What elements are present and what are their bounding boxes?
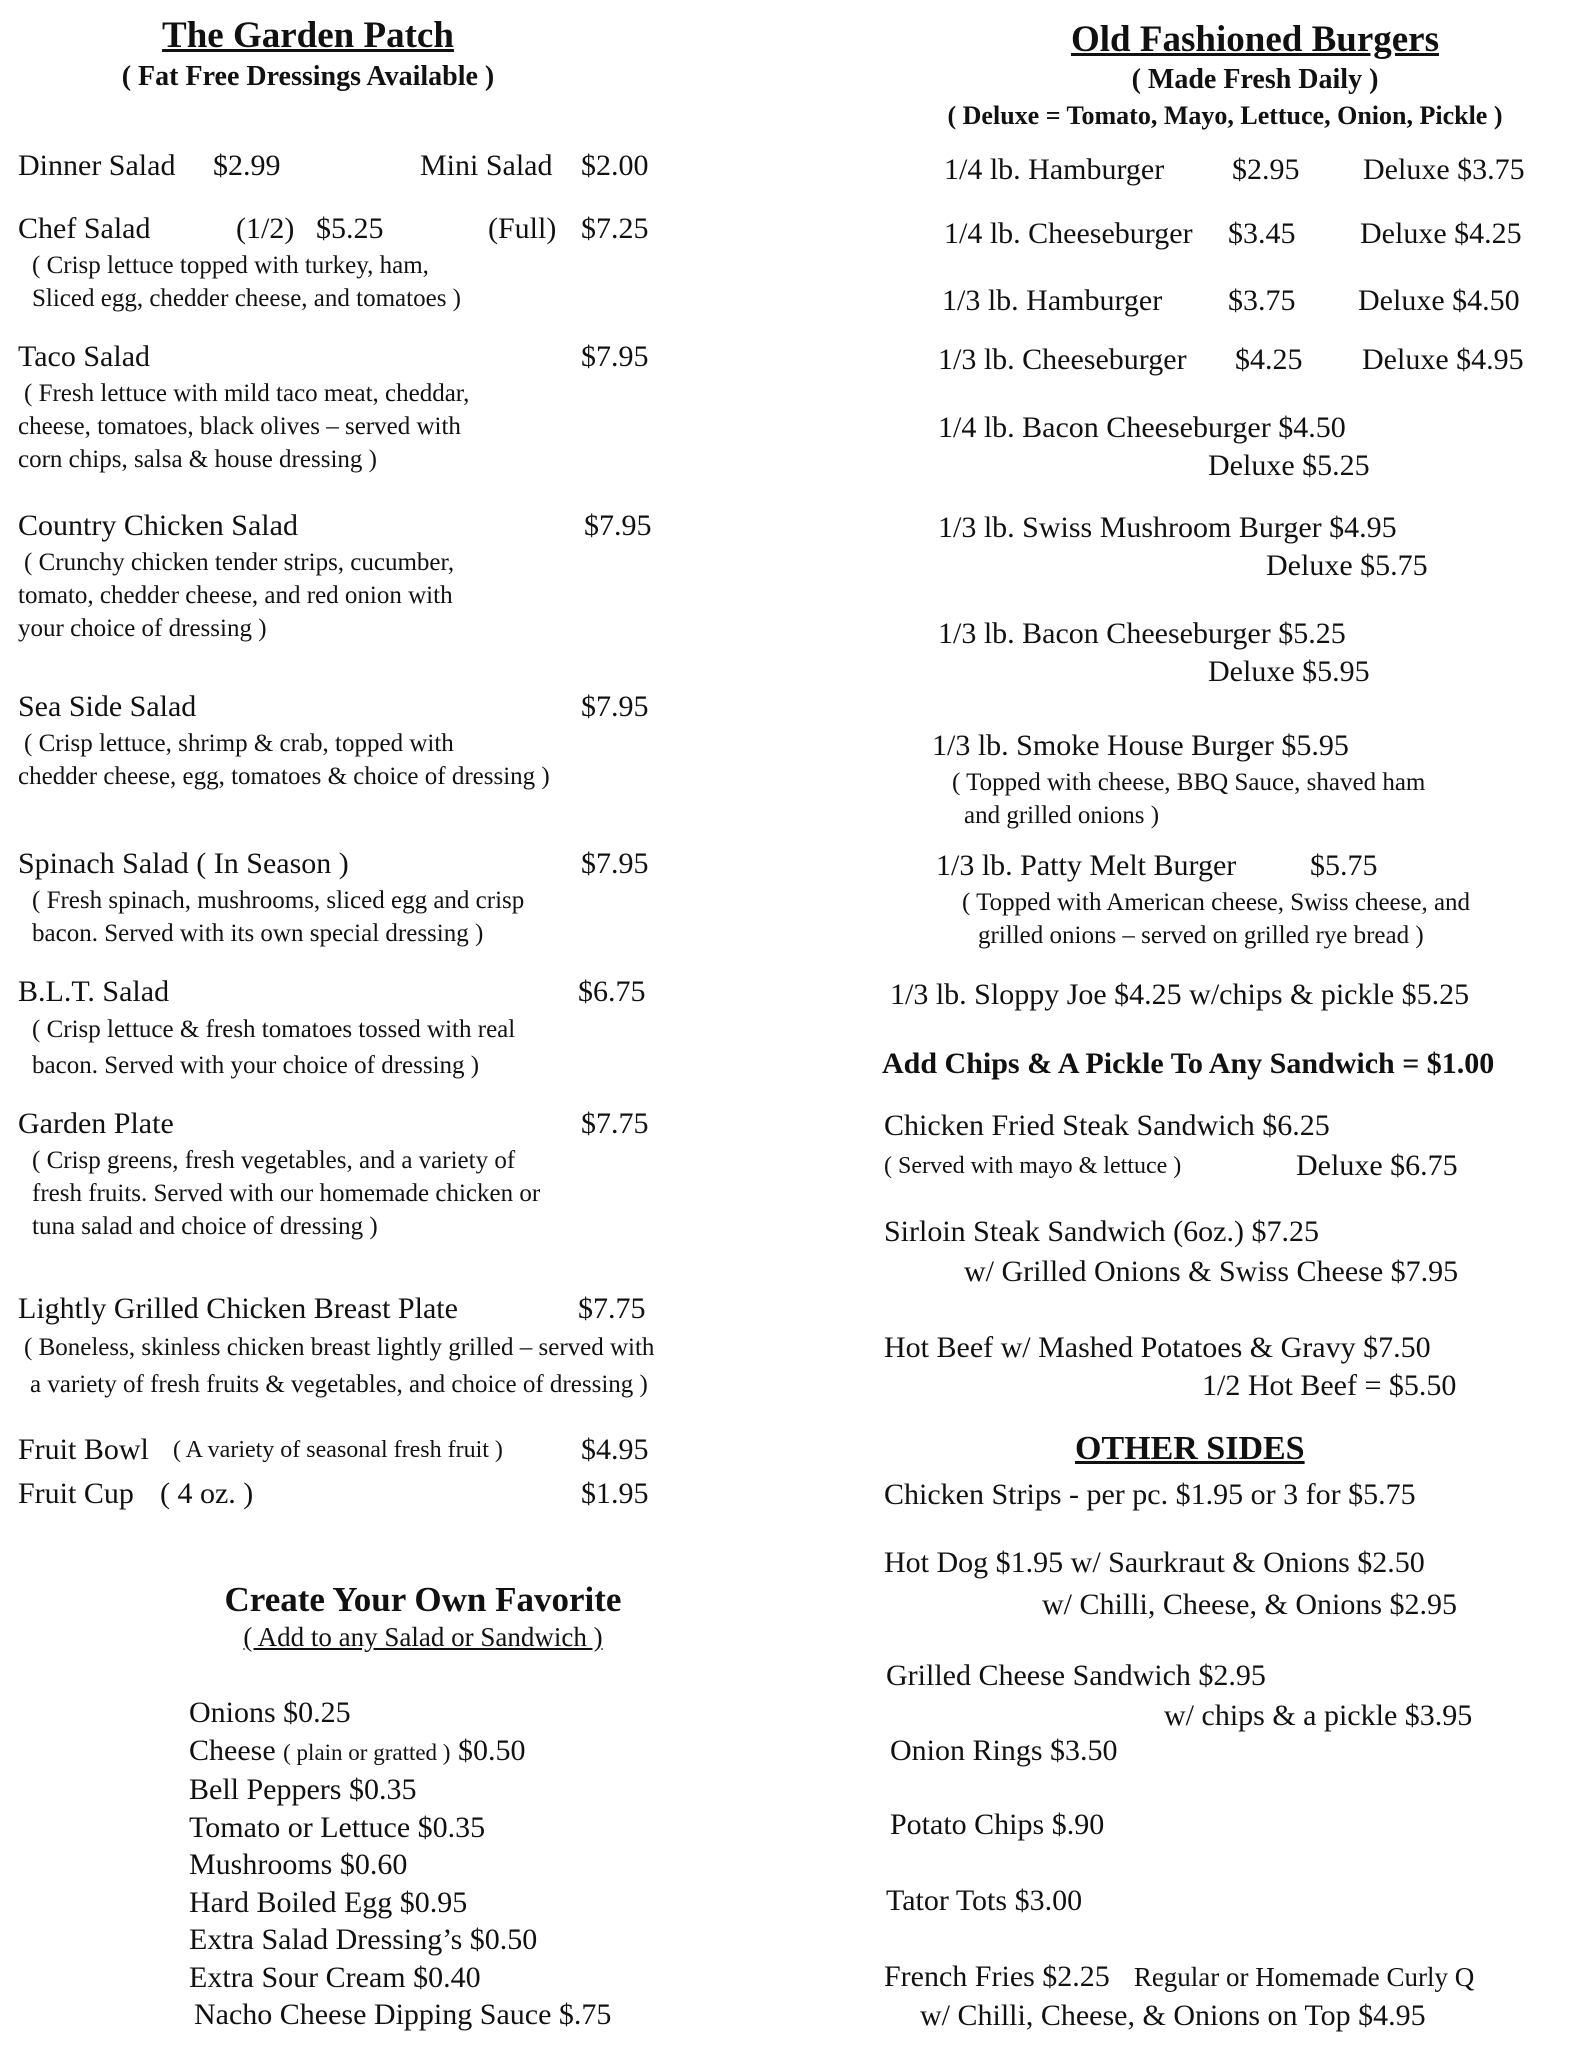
country-chicken-name: Country Chicken Salad [18,509,298,542]
addon-mushrooms: Mushrooms $0.60 [189,1848,408,1881]
taco-salad-desc-2: cheese, tomatoes, black olives – served with [18,413,461,440]
garden-plate-desc-3: tuna salad and choice of dressing ) [32,1213,378,1240]
chef-salad-full-price: $7.25 [581,212,649,245]
addon-onions: Onions $0.25 [189,1696,351,1729]
fruit-bowl [18,1430,718,1470]
fruit-cup [18,1474,718,1514]
garden-plate-desc-2: fresh fruits. Served with our homemade chicken or [32,1180,541,1207]
burgers-subtitle: ( Made Fresh Daily ) [1131,64,1379,95]
taco-salad-desc-1: ( Fresh lettuce with mild taco meat, cheddar, [24,380,470,407]
sea-side-price: $7.95 [581,690,649,723]
hot-dog: Hot Dog $1.95 w/ Saurkraut & Onions $2.50 w/ Chilli, Cheese, & Onions $2.95 [884,1546,1457,1621]
sloppy-joe: 1/3 lb. Sloppy Joe $4.25 w/chips & pickle $5.25 [890,978,1470,1011]
grilled-chicken-desc-1: ( Boneless, skinless chicken breast lightly grilled – served with [24,1334,655,1361]
blt-desc-1: ( Crisp lettuce & fresh tomatoes tossed with real [32,1016,516,1043]
spinach-name: Spinach Salad ( In Season ) [18,847,349,880]
burger-third-hamburger: 1/3 lb. Hamburger $3.75 Deluxe $4.50 [942,284,1520,317]
mini-salad-name: Mini Salad [420,149,553,182]
garden-plate-price: $7.75 [581,1107,649,1140]
addon-sour-cream: Extra Sour Cream $0.40 [189,1960,481,1994]
spinach-desc-2: bacon. Served with its own special dressing ) [32,920,484,947]
addon-cheese: Cheese ( plain or gratted ) $0.50 [189,1733,526,1767]
spinach-price: $7.95 [581,847,649,880]
dinner-salad-name: Dinner Salad [18,149,176,182]
addon-dressing: Extra Salad Dressing’s $0.50 [189,1923,538,1956]
country-chicken-price: $7.95 [584,509,652,542]
addon-egg: Hard Boiled Egg $0.95 [189,1885,468,1919]
spinach-desc-1: ( Fresh spinach, mushrooms, sliced egg and crisp [32,887,525,914]
blt-price: $6.75 [578,975,646,1008]
potato-chips: Potato Chips $.90 [890,1808,1105,1841]
create-own-list [189,1694,611,2034]
burgers-deluxe-note: ( Deluxe = Tomato, Mayo, Lettuce, Onion, Pickle ) [947,101,1503,130]
chef-salad-name: Chef Salad [18,212,151,245]
taco-salad-price: $7.95 [581,340,649,373]
burger-quarter-hamburger: 1/4 lb. Hamburger $2.95 Deluxe $3.75 [944,153,1525,186]
taco-salad [18,337,718,476]
burger-third-cheeseburger: 1/3 lb. Cheeseburger $4.25 Deluxe $4.95 [938,343,1524,376]
sirloin-steak: Sirloin Steak Sandwich (6oz.) $7.25 w/ Grilled Onions & Swiss Cheese $7.95 [884,1215,1459,1288]
taco-salad-name: Taco Salad [18,340,151,373]
spinach-salad [18,844,718,950]
chef-salad-desc-1: ( Crisp lettuce topped with turkey, ham, [32,252,429,279]
chef-salad-full-label: (Full) [488,212,557,245]
fruit-cup-price: $1.95 [581,1477,649,1510]
country-chicken-desc-3: your choice of dressing ) [18,615,267,642]
hot-beef: Hot Beef w/ Mashed Potatoes & Gravy $7.50 1/2 Hot Beef = $5.50 [884,1331,1457,1402]
grilled-chicken-price: $7.75 [578,1292,646,1325]
grilled-chicken-name: Lightly Grilled Chicken Breast Plate [18,1292,458,1325]
fruit-bowl-note: ( A variety of seasonal fresh fruit ) [173,1437,503,1463]
chicken-fried-steak: Chicken Fried Steak Sandwich $6.25 ( Served with mayo & lettuce ) Deluxe $6.75 [884,1109,1458,1182]
grilled-chicken-desc-2: a variety of fresh fruits & vegetables, and choice of dressing ) [30,1371,648,1398]
country-chicken-desc-1: ( Crunchy chicken tender strips, cucumber, [24,549,455,576]
burger-quarter-bacon: 1/4 lb. Bacon Cheeseburger $4.50 Deluxe $5.25 [938,411,1370,482]
chef-salad-desc-2: Sliced egg, chedder cheese, and tomatoes ) [32,285,461,312]
chicken-strips: Chicken Strips - per pc. $1.95 or 3 for $5.75 [884,1478,1416,1511]
fruit-bowl-price: $4.95 [581,1433,649,1466]
addon-nacho: Nacho Cheese Dipping Sauce $.75 [194,1998,612,2031]
create-own-header [148,1578,698,1652]
sea-side-desc-2: chedder cheese, egg, tomatoes & choice of dressing ) [18,763,550,790]
fruit-cup-note: ( 4 oz. ) [160,1477,254,1510]
fruit-bowl-name: Fruit Bowl [18,1433,149,1466]
chef-salad [18,209,718,315]
garden-plate-name: Garden Plate [18,1107,174,1140]
garden-patch-title: The Garden Patch [162,15,454,56]
dinner-mini-salad-row [18,146,718,186]
burger-third-bacon: 1/3 lb. Bacon Cheeseburger $5.25 Deluxe $5.95 [938,617,1370,688]
burger-quarter-cheeseburger: 1/4 lb. Cheeseburger $3.45 Deluxe $4.25 [944,217,1522,250]
burger-swiss-mushroom: 1/3 lb. Swiss Mushroom Burger $4.95 Deluxe $5.75 [938,511,1428,582]
blt-salad [18,972,718,1084]
grilled-cheese: Grilled Cheese Sandwich $2.95 w/ chips & a pickle $3.95 [886,1659,1473,1732]
addon-tomato-lettuce: Tomato or Lettuce $0.35 [189,1810,486,1844]
tater-tots: Tator Tots $3.00 [886,1884,1083,1917]
burgers-title: Old Fashioned Burgers [1071,19,1439,60]
garden-patch-subtitle: ( Fat Free Dressings Available ) [121,61,495,92]
sea-side-desc-1: ( Crisp lettuce, shrimp & crab, topped with [24,730,454,757]
french-fries-note: Regular or Homemade Curly Q [1133,1962,1475,1992]
blt-name: B.L.T. Salad [18,975,170,1008]
dinner-salad-price: $2.99 [213,149,281,182]
french-fries-loaded: w/ Chilli, Cheese, & Onions on Top $4.95 [920,1998,1426,2032]
grilled-chicken-plate [18,1289,758,1403]
create-own-title: Create Your Own Favorite [224,1580,622,1619]
burger-patty-melt: 1/3 lb. Patty Melt Burger $5.75 ( Topped with American cheese, Swiss cheese, and grilled onions – served on grilled rye bread ) [936,849,1471,949]
onion-rings: Onion Rings $3.50 [890,1734,1118,1767]
fruit-cup-name: Fruit Cup [18,1477,134,1510]
chef-salad-half-price: $5.25 [316,212,384,245]
garden-plate [18,1104,718,1243]
blt-desc-2: bacon. Served with your choice of dressing ) [32,1052,480,1079]
addon-bell-peppers: Bell Peppers $0.35 [189,1773,417,1806]
french-fries-name: French Fries $2.25 [884,1960,1110,1993]
add-chips-note: Add Chips & A Pickle To Any Sandwich = $1.00 [882,1047,1495,1080]
country-chicken-salad [18,506,718,645]
sea-side-name: Sea Side Salad [18,690,197,723]
french-fries [880,1958,1570,2034]
taco-salad-desc-3: corn chips, salsa & house dressing ) [18,446,377,473]
other-sides-title: OTHER SIDES [1075,1430,1305,1467]
country-chicken-desc-2: tomato, chedder cheese, and red onion with [18,582,453,609]
mini-salad-price: $2.00 [581,149,649,182]
burger-smoke-house: 1/3 lb. Smoke House Burger $5.95 ( Topped with cheese, BBQ Sauce, shaved ham and grilled onions ) [932,729,1426,829]
chef-salad-half-label: (1/2) [236,212,295,245]
create-own-subtitle: ( Add to any Salad or Sandwich ) [243,1622,603,1652]
garden-plate-desc-1: ( Crisp greens, fresh vegetables, and a variety of [32,1147,516,1174]
sea-side-salad [18,687,718,793]
